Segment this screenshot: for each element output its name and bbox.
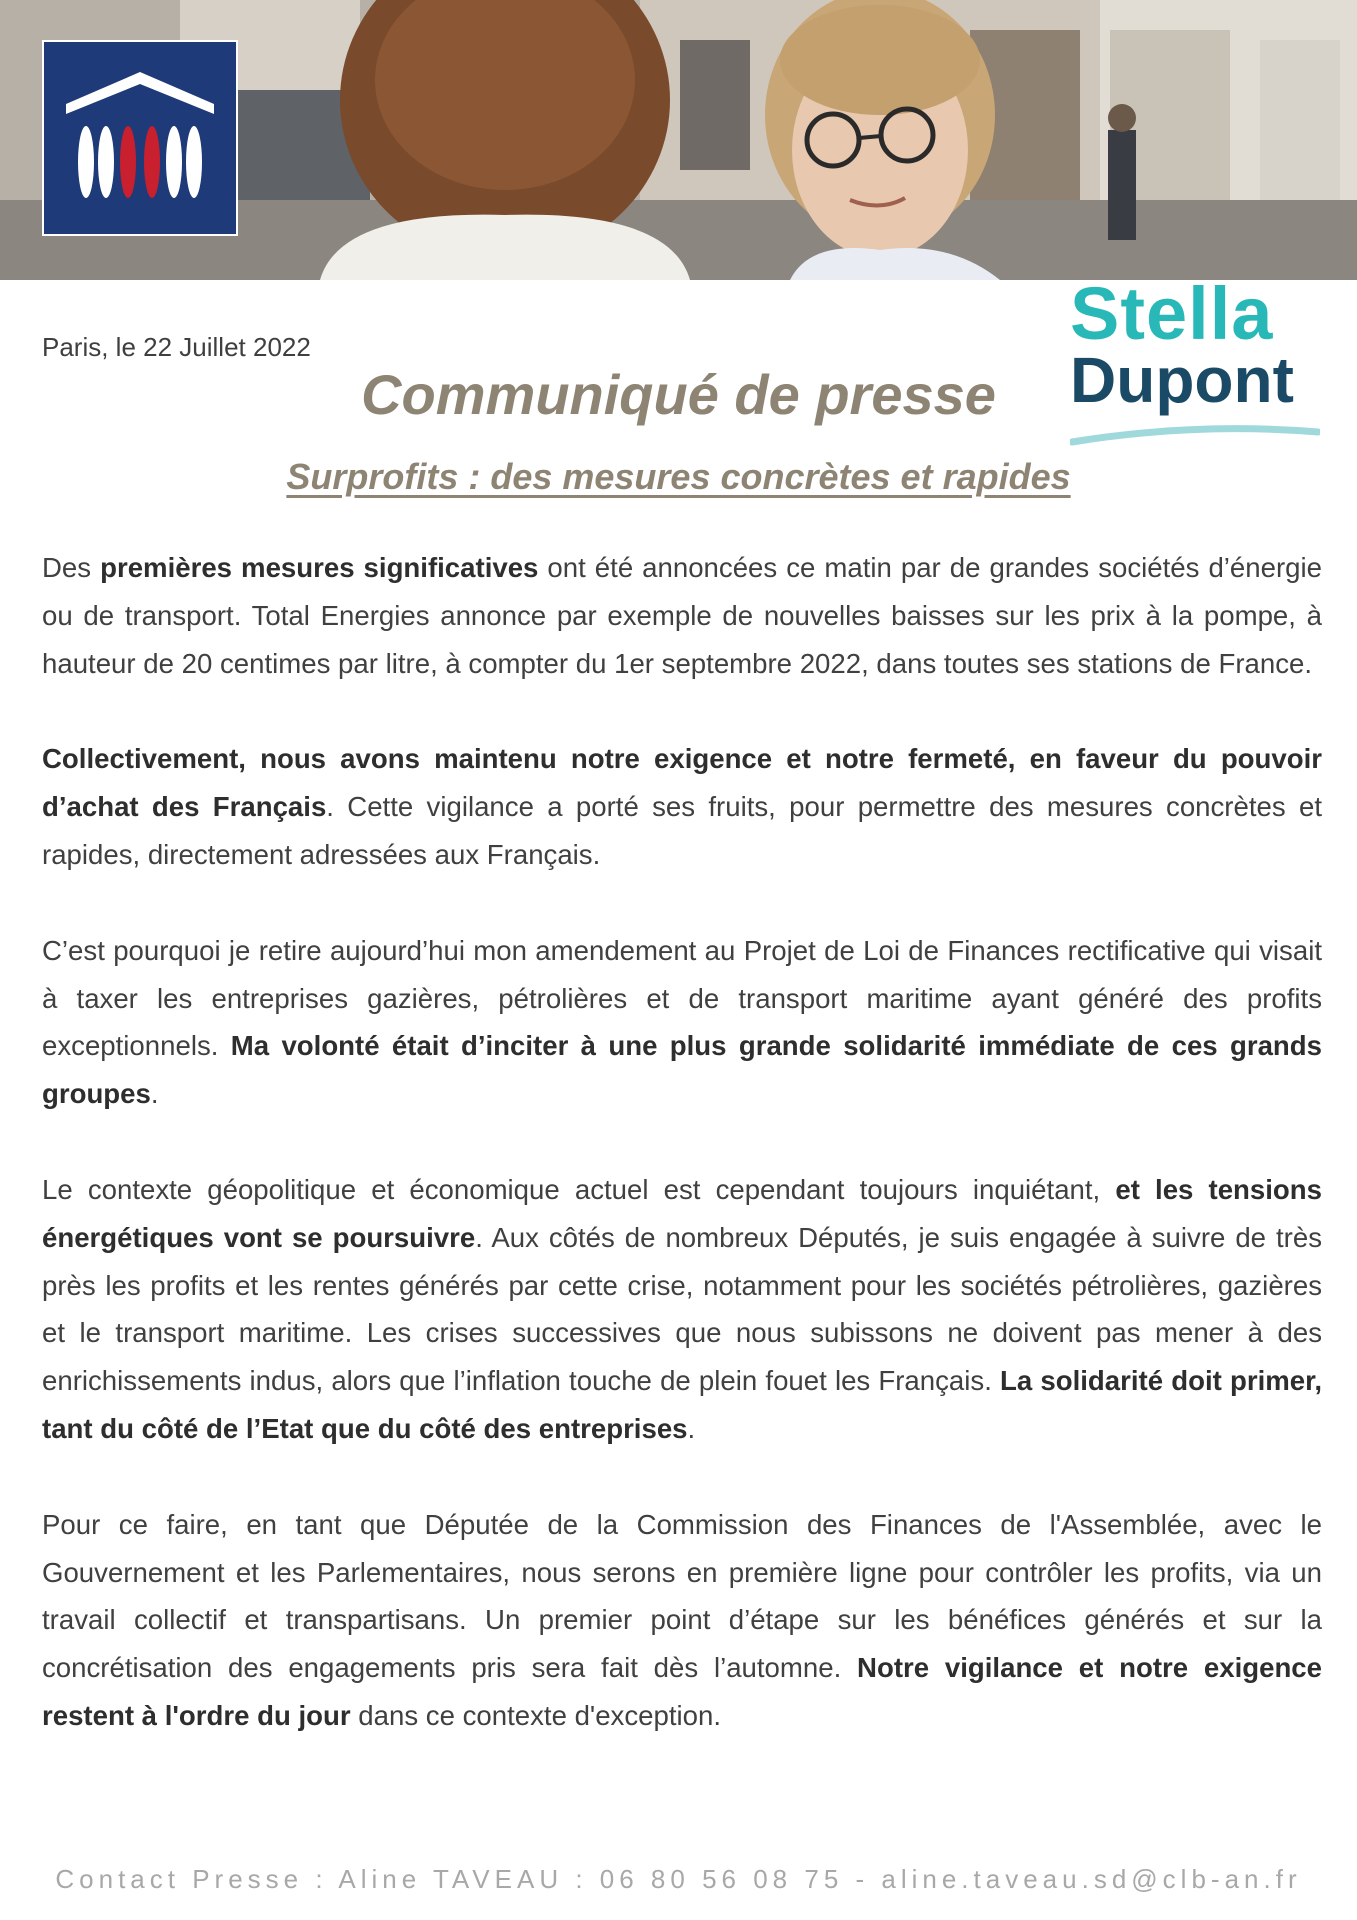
body-paragraph — [42, 544, 1322, 687]
paragraph-text: C’est pourquoi je retire aujourd’hui mon amendement au Projet de Loi de Finances rectificative qui visait à taxer les entreprises gazières, pétrolières et de transport maritime ayant généré des profits exceptionnels. — [42, 934, 1322, 1062]
paragraph-text: Pour ce faire, en tant que Députée de la Commission des Finances de l'Assemblée, avec le Gouvernement et les Parlementaires, nous serons en première ligne pour contrôler les profits, via un travail collectif et transpartisans. Un premier point d’étape sur les bénéfices générés et sur la concrétisation des engagements pris sera fait dès l’automne. — [42, 1508, 1322, 1684]
paragraph-text: Des — [42, 552, 101, 583]
paragraph-text: . — [150, 1078, 159, 1110]
press-release-body — [42, 544, 1322, 1740]
place-and-date: Paris, le 22 Juillet 2022 — [42, 332, 311, 362]
header-photo — [0, 0, 1357, 280]
paragraph-text: . Aux côtés de nombreux Députés, je suis engagée à suivre de très près les profits et les rentes générés par cette crise, notamment pour les sociétés pétrolières, gazières et le transport maritime. Les crises successives que nous subissons ne doivent pas mener à des enrichissements indus, alors que l’inflation touche de plein fouet les Français. — [42, 1221, 1322, 1397]
paragraph-text: . Cette vigilance a porté ses fruits, pour permettre des mesures concrètes et rapides, directement adressées aux Français. — [42, 791, 1322, 870]
emphasis-text: La solidarité doit primer, tant du côté de l’Etat que du côté des entreprises — [42, 1365, 1323, 1444]
emphasis-text: Collectivement, nous avons maintenu notre exigence et notre fermeté, en faveur du pouvoir d’achat des Français — [42, 743, 1322, 823]
brand-first-name: Stella — [1070, 272, 1274, 355]
press-contact: Contact Presse : Aline TAVEAU : 06 80 56 08 75 - aline.taveau.sd@clb-an.fr — [55, 1864, 1302, 1894]
body-paragraph — [42, 927, 1322, 1118]
paragraph-text: . — [687, 1412, 696, 1444]
paragraph-text: ont été annoncées ce matin par de grandes sociétés d’énergie ou de transport. Total Energies annonce par exemple de nouvelles baisses sur les prix à la pompe, à hauteur de 20 centimes par litre, à compter du 1er septembre 2022, dans toutes ses stations de France. — [42, 552, 1322, 679]
paragraph-text: dans ce contexte d'exception. — [350, 1699, 721, 1731]
paragraph-text: Le contexte géopolitique et économique actuel est cependant toujours inquiétant, — [42, 1173, 1116, 1205]
assemblee-nationale-logo — [42, 40, 238, 236]
emphasis-text: Notre vigilance et notre exigence restent à l'ordre du jour — [42, 1652, 1322, 1731]
body-paragraph — [42, 1166, 1322, 1453]
brand-last-name: Dupont — [1070, 344, 1294, 416]
emphasis-text: Ma volonté était d’inciter à une plus grande solidarité immédiate de ces grands groupes — [42, 1030, 1322, 1110]
body-paragraph — [42, 735, 1322, 878]
emphasis-text: et les tensions énergétiques vont se poursuivre — [42, 1173, 1322, 1253]
emphasis-text: premières mesures significatives — [100, 552, 539, 583]
document-title: Communiqué de presse — [361, 363, 996, 426]
body-paragraph — [42, 1501, 1322, 1740]
document-subtitle: Surprofits : des mesures concrètes et rapides — [286, 456, 1071, 497]
